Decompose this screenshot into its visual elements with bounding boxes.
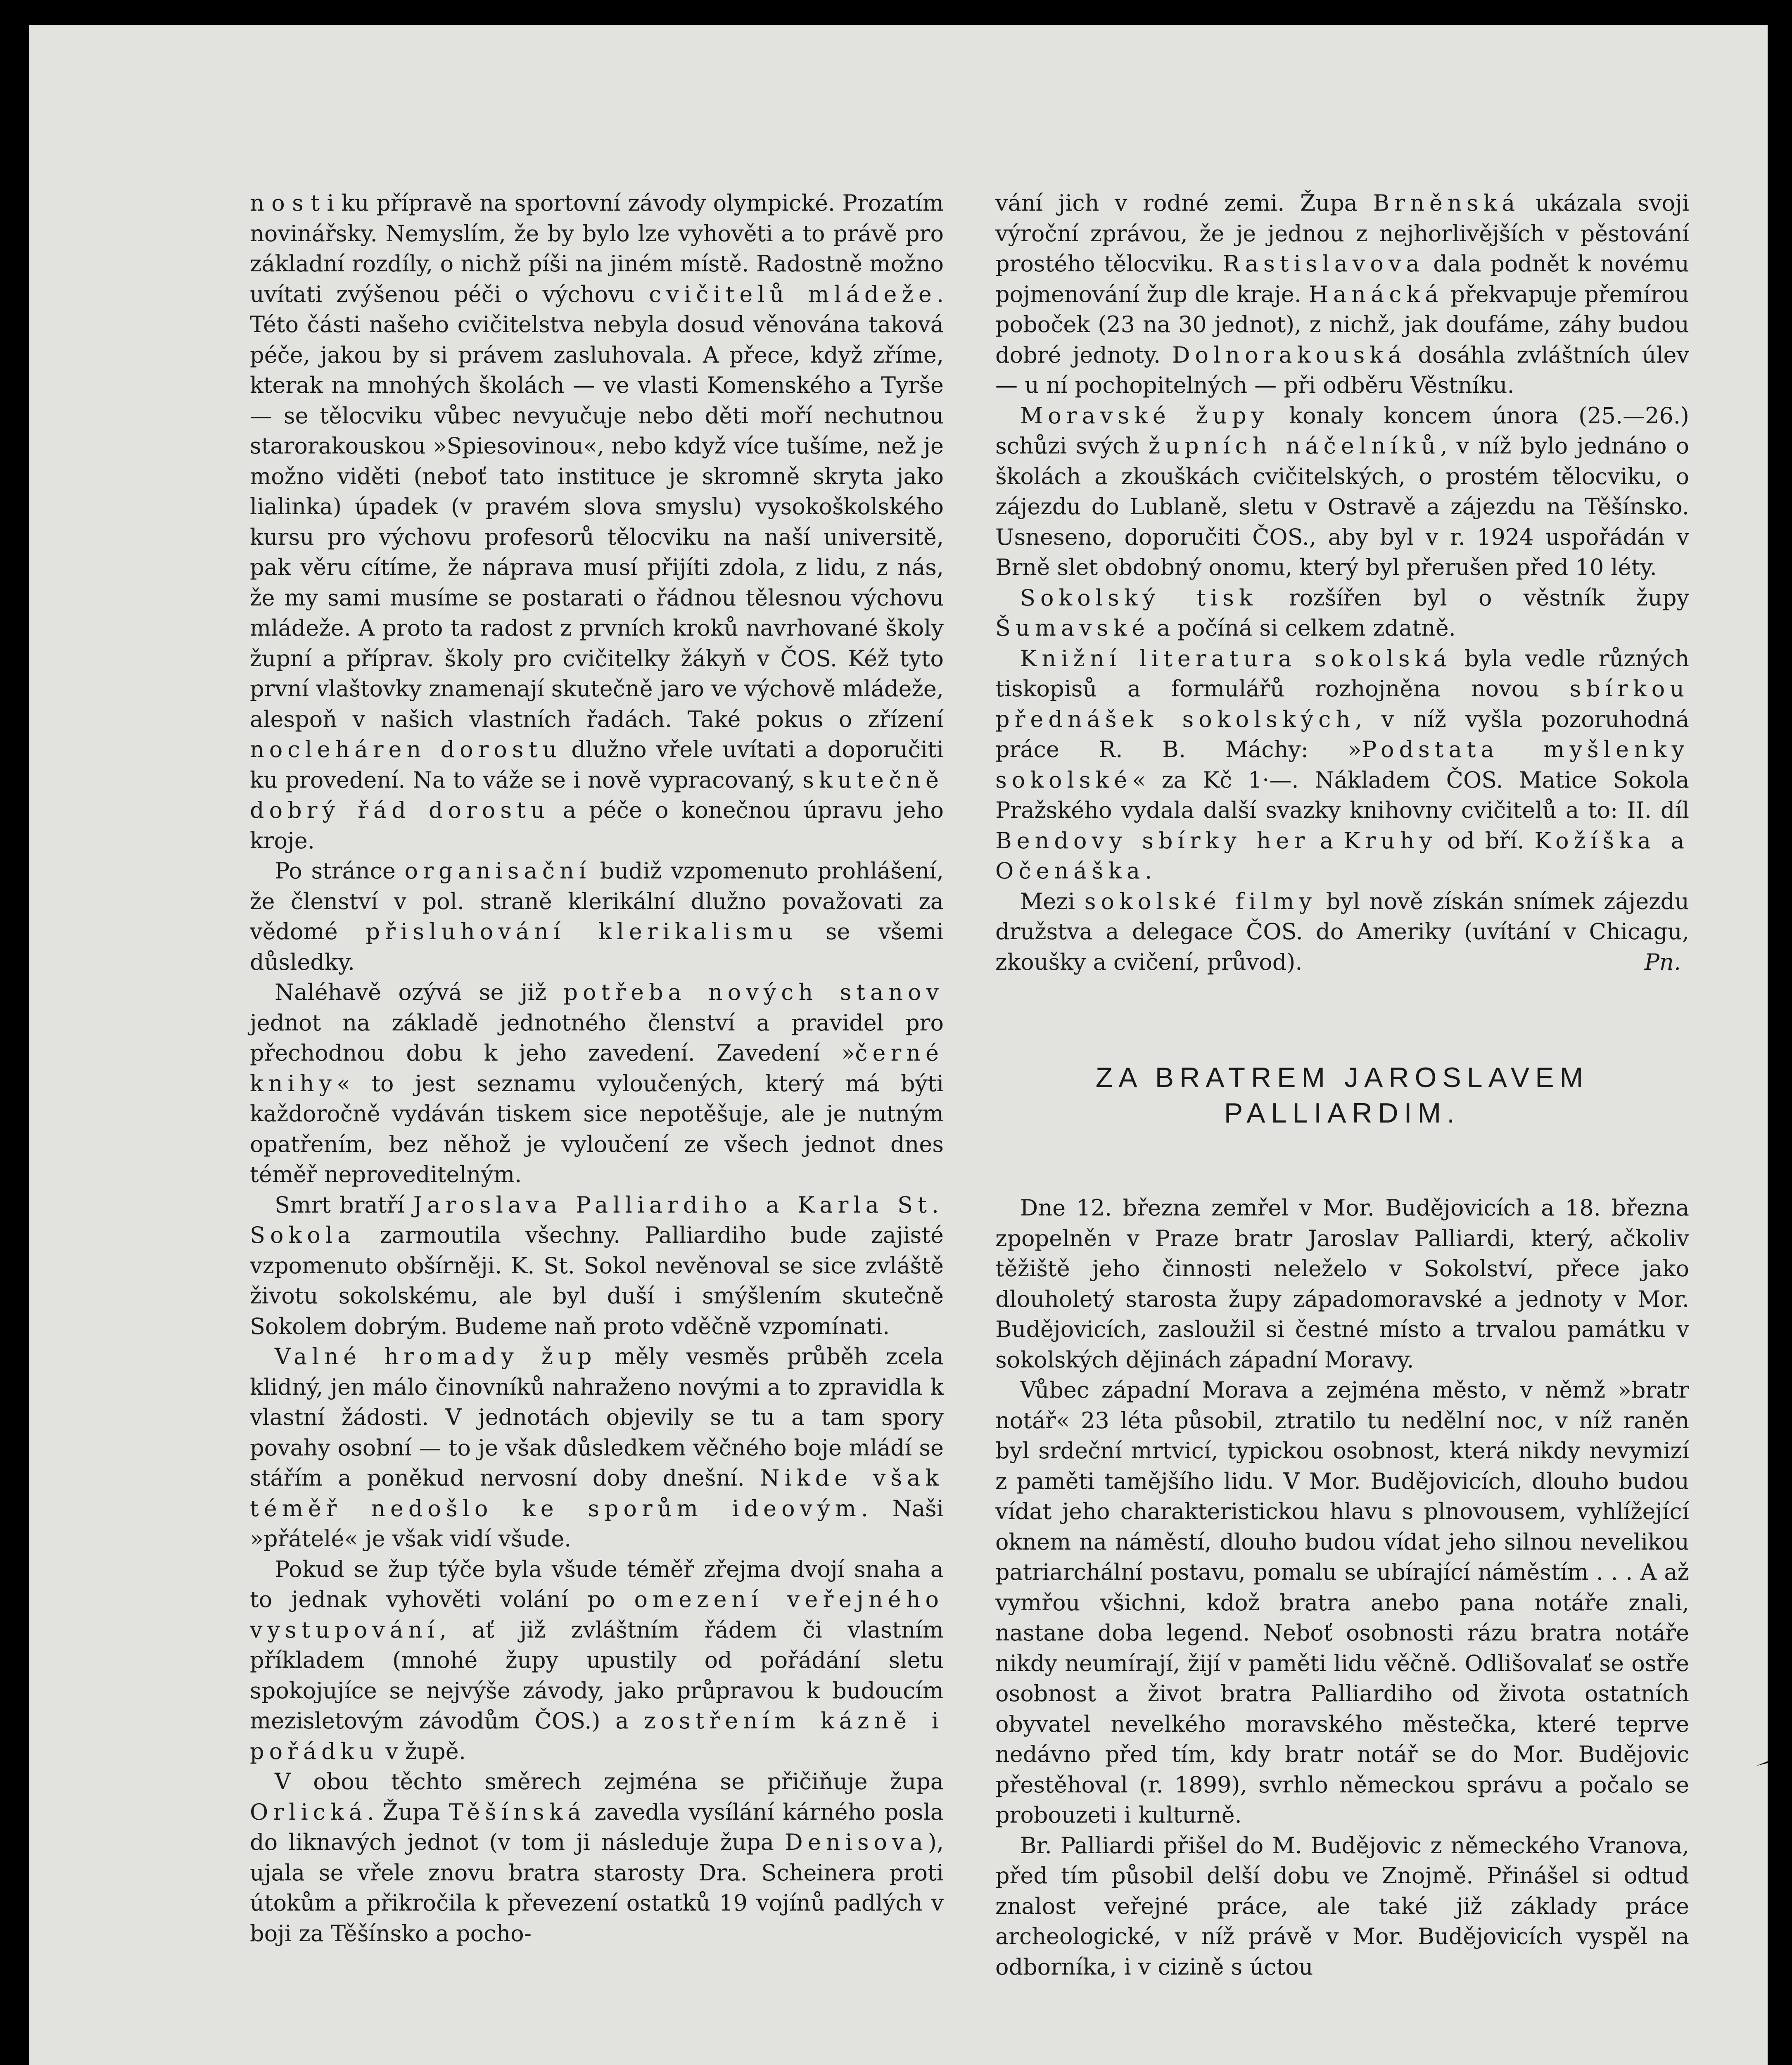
- paragraph: [250, 1190, 944, 1342]
- spaced-emphasis: Těšínská: [449, 1799, 586, 1825]
- spaced-emphasis: přisluhování klerikalismu: [366, 919, 798, 945]
- text-run: dlužno vřele uvítati a doporučiti ku provedení. Na to váže se i nově vypracovaný,: [250, 736, 944, 793]
- text-run: Pokud se žup týče byla všude téměř zřejma dvojí snaha a to jednak vyhověti volání po: [250, 1556, 944, 1612]
- left-column: [250, 188, 944, 1949]
- spaced-emphasis: Podstata myšlenky sokolské: [995, 736, 1689, 793]
- paragraph: [995, 886, 1689, 978]
- spaced-emphasis: župních náčelníků: [1148, 433, 1441, 459]
- text-run: Dne 12. března zemřel v Mor. Budějovicích a 18. března zpopelněn v Praze bratr Jaroslav Palliardi, který, ačkoliv těžiště jeho činnosti neleželo v Sokolství, přece jako dlouholetý starosta župy západomoravské a jednoty v Mor. Budějovicích, zasloužil si čestné místo a trvalou památku v sokolských dějinách západní Moravy.: [995, 1195, 1689, 1373]
- text-run: n o s t i ku přípravě na sportovní závody olympické. Prozatím novinářsky. Nemyslím, že by bylo lze vyhověti a to právě pro základní rozdíly, o nichž píši na jiném místě. Radostně možno uvítati zvýšenou péči o výchovu: [250, 190, 944, 307]
- text-run: se všemi důsledky.: [250, 919, 944, 975]
- text-run: Mezi: [1020, 888, 1085, 914]
- text-run: dosáhla zvláštních úlev — u ní pochopitelných — při odběru Věstníku.: [995, 342, 1689, 398]
- text-run: byla vedle různých tiskopisů a formulářů rozhojněna novou: [995, 645, 1689, 702]
- spaced-emphasis: černé knihy: [250, 1040, 944, 1097]
- spaced-emphasis: Denisova: [785, 1829, 928, 1855]
- text-run: . Naši »přátelé« je však vidí všude.: [250, 1495, 944, 1552]
- spaced-emphasis: Bendovy sbírky her: [995, 827, 1310, 854]
- text-run: budiž vzpomenuto prohlášení, že členství v pol. straně klerikální dlužno považovati za vědomé: [250, 858, 944, 945]
- spaced-emphasis: nocleháren dorostu: [250, 736, 562, 762]
- heading-line: ZA BRATREM JAROSLAVEM: [1095, 1062, 1589, 1093]
- paragraph: [250, 856, 944, 977]
- spaced-emphasis: zostřením kázně i pořádku: [250, 1708, 944, 1764]
- text-run: , v níž vyšla pozoruhodná práce R. B. Máchy: »: [995, 706, 1689, 762]
- spaced-emphasis: Orlická: [250, 1799, 367, 1825]
- spaced-emphasis: skutečně dobrý řád dorostu: [250, 767, 944, 823]
- spaced-emphasis: Sokolský tisk: [1020, 584, 1258, 611]
- text-run: rozšířen byl o věstník župy: [1257, 584, 1689, 611]
- paragraph: [995, 188, 1689, 401]
- paragraph: [250, 1766, 944, 1949]
- spaced-emphasis: Nikde však téměř nedošlo ke sporům ideovým: [250, 1465, 944, 1521]
- text-run: byl nově získán snímek zájezdu družstva a delegace ČOS. do Ameriky (uvítání v Chicagu, zkoušky a cvičení, průvod).: [995, 888, 1689, 975]
- spaced-emphasis: sokolské filmy: [1084, 888, 1317, 914]
- spaced-emphasis: Knižní literatura sokolská: [1020, 645, 1452, 672]
- spaced-emphasis: Brněnská: [1373, 190, 1520, 216]
- spaced-emphasis: organisační: [404, 858, 591, 884]
- text-run: dala podnět k novému pojmenování žup dle kraje.: [995, 251, 1689, 307]
- text-run: Smrt bratří: [275, 1192, 413, 1218]
- paragraph: [995, 401, 1689, 583]
- text-run: Vůbec západní Morava a zejména město, v němž »bratr notář« 23 léta působil, ztratilo tu nedělní noc, v níž raněn byl srdeční mrtvicí, typickou osobnost, která nikdy nevymizí z paměti tamějšího lidu. V Mor. Budějovicích, dlouho budou vídat jeho charakteristickou hlavu s plnovousem, vyhlížející oknem na náměstí, dlouho budou vídat jeho silnou nevelikou patriarchální postavu, pomalu se ubírající náměstím . . . A až vymřou všichni, kdož bratra anebo pana notáře znali, nastane doba legend. Neboť osobnosti rázu bratra notáře nikdy neumírají, žijí v paměti lidu věčně. Odlišovalať se ostře osobnost a život bratra Palliardiho od života ostatních obyvatel nevelkého moravského městečka, které teprve nedávno před tím, kdy bratr notář se do Mor. Budějovic přestěhoval (r. 1899), svrhlo německou správu a počalo se probouzeti i kulturně.: [995, 1377, 1689, 1828]
- paragraph: [250, 1554, 944, 1767]
- text-run: Po stránce: [275, 858, 405, 884]
- heading-line: PALLIARDIM.: [1224, 1097, 1461, 1129]
- text-run: ukázala svoji výroční zprávou, že je jednou z nejhorlivějších v pěstování prostého tělocviku.: [995, 190, 1689, 277]
- paragraph: [250, 188, 944, 856]
- text-run: od bří.: [1437, 827, 1535, 854]
- text-run: . Této části našeho cvičitelstva nebyla dosud věnována taková péče, jakou by si právem zasluhovala. A přece, když zříme, kterak na mnohých školách — ve vlasti Komenského a Tyrše — se tělocviku vůbec nevyučuje nebo děti moří nechutnou starorakouskou »Spiesovinou«, nebo když více tušíme, než je možno viděti (neboť tato instituce je skromně skryta jako lialinka) úpadek (v pravém slova smyslu) vysokoškolského kursu pro výchovu profesorů tělocviku na naší universitě, pak věru cítíme, že náprava musí přijíti zdola, z lidu, z nás, že my sami musíme se postarati o řádnou tělesnou výchovu mládeže. A proto ta radost z prvních kroků navrhované školy župní a příprav. školy pro cvičitelky žákyň v ČOS. Kéž tyto první vlaštovky znamenají skutečně jaro ve výchově mládeže, alespoň v našich vlastních řadách. Také pokus o zřízení: [250, 281, 944, 732]
- spaced-emphasis: Valné hromady žup: [275, 1343, 597, 1370]
- text-run: zarmoutila všechny. Palliardiho bude zajisté vzpomenuto obšírněji. K. St. Sokol nevěnoval se sice zvláště životu sokolskému, ale byl duší i smýšlením skutečně Sokolem dobrým. Budeme naň proto vděčně vzpomínati.: [250, 1222, 944, 1339]
- spaced-emphasis: Jaroslava Palliardiho a Karla St. Sokola: [250, 1192, 944, 1248]
- text-run: . Župa: [367, 1799, 449, 1825]
- paragraph: [995, 643, 1689, 886]
- text-run: zavedla vysílání kárného posla do liknavých jednot (v tom ji následuje župa: [250, 1799, 944, 1855]
- text-run: « to jest seznamu vyloučených, který má býti každoročně vydáván tiskem sice nepotěšuje, ale je nutným opatřením, bez něhož je vyloučení ze všech jednot dnes téměř neproveditelným.: [250, 1070, 944, 1187]
- paragraph: [250, 1341, 944, 1554]
- spaced-emphasis: Kruhy: [1343, 827, 1437, 854]
- spaced-emphasis: Hanácká: [1308, 281, 1443, 307]
- spaced-emphasis: Kožíška a Očenáška: [995, 827, 1689, 884]
- text-run: v župě.: [378, 1738, 466, 1764]
- text-run: překvapuje přemírou poboček (23 na 30 jednot), z nichž, jak doufáme, záhy budou dobré jednoty.: [995, 281, 1689, 368]
- text-run: konaly koncem února (25.—26.) schůzi svých: [995, 402, 1689, 459]
- text-run: ), ujala se vřele znovu bratra starosty Dra. Scheinera proti útokům a přikročila k převezení ostatků 19 vojínů padlých v boji za Těšínsko a pocho-: [250, 1829, 944, 1946]
- text-run: měly vesměs průběh zcela klidný, jen málo činovníků nahraženo novými a to zpravidla k vlastní žádosti. V jednotách objevily se tu a tam spory povahy osobní — to je však důsledkem věčného boje mládí se stářím a poněkud nervosní doby dnešní.: [250, 1343, 944, 1491]
- right-column: [995, 188, 1689, 1982]
- text-run: a počíná si celkem zdatně.: [1150, 615, 1456, 641]
- text-run: a: [1310, 827, 1343, 854]
- text-run: , ať již zvláštním řádem či vlastním příkladem (mnohé župy upustily od pořádání sletu spokojujíce se nejvýše závody, jako průpravou k budoucím mezisletovým závodům ČOS.) a: [250, 1616, 944, 1734]
- text-run: V obou těchto směrech zejména se přičiňuje župa: [275, 1768, 944, 1794]
- paragraph: [995, 1830, 1689, 1982]
- spaced-emphasis: potřeba nových stanov: [563, 979, 944, 1005]
- spaced-emphasis: cvičitelů mládeže: [649, 281, 937, 307]
- text-run: « za Kč 1·—. Nákladem ČOS. Matice Sokola Pražského vydala další svazky knihovny cvičitelů a to: II. díl: [995, 767, 1689, 823]
- paragraph: [995, 1193, 1689, 1375]
- article-heading: [995, 1060, 1689, 1131]
- pen-mark-icon: [1755, 1755, 1768, 1768]
- spaced-emphasis: Moravské župy: [1020, 402, 1269, 429]
- page-sheet: [29, 25, 1768, 2065]
- text-run: vání jich v rodné zemi. Župa: [995, 190, 1373, 216]
- text-run: a péče o konečnou úpravu jeho kroje.: [250, 797, 944, 854]
- text-run: Br. Palliardi přišel do M. Budějovic z německého Vranova, před tím působil delší dobu ve Znojmě. Přinášel si odtud znalost veřejné práce, ale také již základy práce archeologické, v níž právě v Mor. Budějovicích vyspěl na odborníka, i v cizině s úctou: [995, 1832, 1689, 1980]
- text-run: .: [1145, 858, 1152, 884]
- paragraph: [250, 977, 944, 1190]
- spaced-emphasis: omezení veřejného vystupování: [250, 1586, 944, 1643]
- paragraph-text: [995, 888, 1689, 975]
- text-run: jednot na základě jednotného členství a pravidel pro přechodnou dobu k jeho zavedení. Zavedení »: [250, 1009, 944, 1066]
- paragraph: [995, 583, 1689, 643]
- text-run: , v níž bylo jednáno o školách a zkouškách cvičitelských, o prostém tělocviku, o zájezdu do Lublaně, sletu v Ostravě a zájezdu na Těšínsko. Usneseno, doporučiti ČOS., aby byl v r. 1924 uspořádán v Brně slet obdobný onomu, který byl přerušen před 10 léty.: [995, 433, 1689, 580]
- spaced-emphasis: Rastislavova: [1222, 251, 1424, 277]
- paragraph: [995, 1375, 1689, 1830]
- text-run: Naléhavě ozývá se již: [275, 979, 564, 1005]
- spaced-emphasis: sbírkou přednášek sokolských: [995, 676, 1689, 732]
- author-signature: Pn.: [1644, 949, 1681, 975]
- spaced-emphasis: Dolnorakouská: [1172, 342, 1407, 368]
- spaced-emphasis: Šumavské: [995, 615, 1150, 641]
